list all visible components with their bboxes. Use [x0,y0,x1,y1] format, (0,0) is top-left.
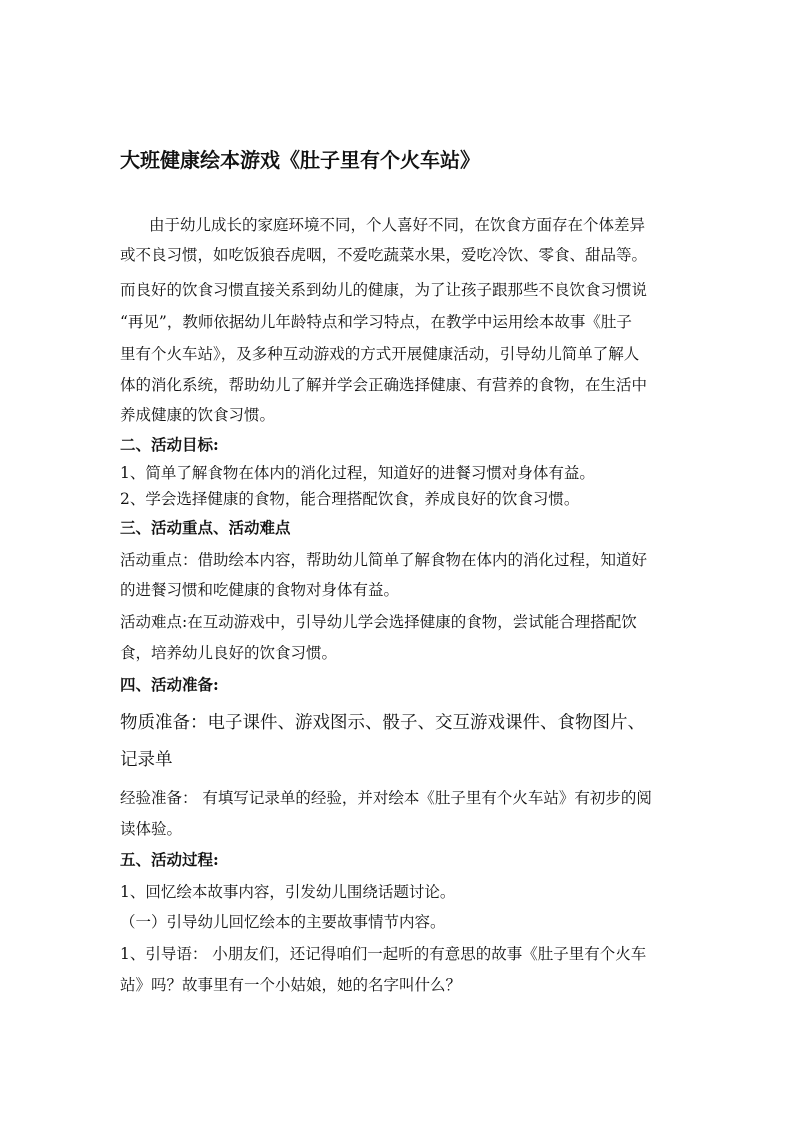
intro-line: 养成健康的饮食习惯。 [120,406,276,424]
preparation-line: 记录单 [120,750,173,770]
intro-line: 而良好的饮食习惯直接关系到幼儿的健康，为了让孩子跟那些不良饮食习惯说 [120,281,648,299]
intro-line: 里有个火车站》，及多种互动游戏的方式开展健康活动，引导幼儿简单了解人 [120,345,640,363]
preparation-line: 经验准备： 有填写记录单的经验，并对绘本《肚子里有个火车站》有初步的阅 [120,789,652,807]
goal-item: 2、学会选择健康的食物，能合理搭配饮食，养成良好的饮食习惯。 [120,490,580,508]
preparation-line: 物质准备：电子课件、游戏图示、骰子、交互游戏课件、食物图片、 [120,713,645,733]
intro-line: “再见”，教师依据幼儿年龄特点和学习特点，在教学中运用绘本故事《肚子 [120,313,632,331]
focus-line: 的进餐习惯和吃健康的食物对身体有益。 [120,581,400,599]
focus-line: 活动难点:在互动游戏中，引导幼儿学会选择健康的食物，尝试能合理搭配饮 [120,613,637,631]
intro-line: 由于幼儿成长的家庭环境不同，个人喜好不同，在饮食方面存在个体差异 [149,216,646,234]
intro-line: 或不良习惯，如吃饭狼吞虎咽，不爱吃蔬菜水果，爱吃冷饮、零食、甜品等。 [120,246,648,264]
section-heading-goals: 二、活动目标: [120,435,219,454]
preparation-line: 读体验。 [120,820,183,838]
process-line: 站》吗？故事里有一个小姑娘，她的名字叫什么？ [120,976,462,994]
focus-line: 活动重点：借助绘本内容，帮助幼儿简单了解食物在体内的消化过程，知道好 [120,551,648,569]
process-line: 1、回忆绘本故事内容，引发幼儿围绕话题讨论。 [120,883,456,901]
process-line: 1、引导语： 小朋友们，还记得咱们一起听的有意思的故事《肚子里有个火车 [120,945,647,963]
section-heading-preparation: 四、活动准备: [120,675,219,694]
intro-line: 体的消化系统，帮助幼儿了解并学会正确选择健康、有营养的食物，在生活中 [120,376,648,394]
section-heading-focus: 三、活动重点、活动难点 [120,518,291,537]
focus-line: 食，培养幼儿良好的饮食习惯。 [120,644,338,662]
section-heading-process: 五、活动过程: [120,850,219,869]
process-line: （一）引导幼儿回忆绘本的主要故事情节内容。 [120,913,446,931]
goal-item: 1、简单了解食物在体内的消化过程，知道好的进餐习惯对身体有益。 [120,464,595,482]
document-title: 大班健康绘本游戏《肚子里有个火车站》 [120,148,480,172]
